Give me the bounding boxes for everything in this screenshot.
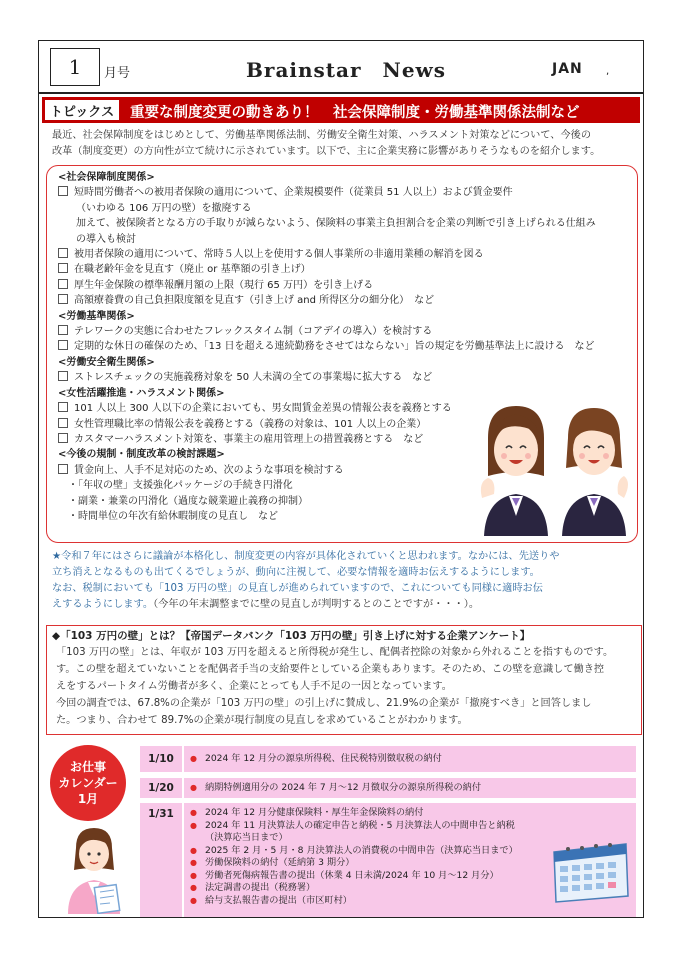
outlook-note [52, 549, 638, 613]
policy-item-text: ストレスチェックの実施義務対象を 50 人未満の全ての事業場に拡大する など [74, 372, 433, 384]
survey-line: 今回の調査では、67.8%の企業が「103 万円の壁」の引上げに賛成し、21.9%の企業が「撤廃すべき」と回答しまし [56, 698, 592, 709]
calendar-item: ● 労働保険料の納付（延納第 3 期分） [190, 857, 636, 870]
policy-item-text: 加えて、被保険者となる方の手取りが減らないよう、保険料の事業主負担割合を企業の判断で引き上げられる仕組み [76, 218, 596, 230]
policy-item-text: 高額療養費の自己負担限度額を見直す（引き上げ and 所得区分の細分化） など [74, 295, 435, 307]
policy-item-text: 厚生年金保険の標準報酬月額の上限（現行 65 万円）を引き上げる [74, 279, 374, 291]
policy-item [58, 293, 638, 308]
policy-item [58, 201, 638, 216]
policy-item [58, 232, 638, 247]
calendar-items [184, 778, 636, 798]
calendar-item: ● 2025 年 2 月・5 月・8 月決算法人の消費税の中間申告（決算応当日まで） [190, 845, 636, 858]
policy-item-text: の導入も検討 [76, 233, 136, 245]
checkbox-icon [58, 325, 68, 335]
calendar-item: ● 労働者死傷病報告書の提出（休業 4 日未満/2024 年 10 月～12 月分） [190, 870, 636, 883]
policy-item-text: 女性管理職比率の情報公表を義務とする（義務の対象は、101 人以上の企業） [74, 418, 427, 430]
note-line [52, 597, 638, 613]
section-heading: <労働基準関係> [58, 310, 135, 322]
calendar-item: ● 給与支払報告書の提出（市区町村） [190, 895, 636, 908]
survey-line: す。この壁を超えていないことを配偶者手当の支給要件としている企業もあります。そのため、この壁を意識して働き控 [56, 664, 605, 675]
intro-line: 最近、社会保障制度をはじめとして、労働基準関係法制、労働安全衛生対策、ハラスメント対策などについて、今後の [52, 130, 592, 141]
policy-item-text: 定期的な休日の確保のため、「13 日を超える連続勤務をさせてはならない」旨の規定を労働基準法上に設ける など [74, 341, 595, 353]
policy-item-text: カスタマーハラスメント対策を、事業主の雇用管理上の措置義務とする など [74, 433, 424, 445]
policy-item-text: ・副業・兼業の円滑化（過度な競業避止義務の抑制） [68, 495, 308, 507]
policy-item-text: 短時間労働者への被用者保険の適用について、企業規模要件（従業員 51 人以上）および賃金要件 [74, 187, 513, 199]
month-number-box [50, 48, 100, 86]
checkbox-icon [58, 464, 68, 474]
checkbox-icon [58, 433, 68, 443]
month-code: JAN [552, 61, 583, 77]
calendar-item: ● 2024 年 12 月分の源泉所得税、住民税特別徴収税の納付 [190, 753, 636, 766]
note-line-blue: えするようにします。 [52, 599, 154, 610]
policy-item [58, 262, 638, 277]
calendar-date: 1/20 [140, 778, 182, 798]
badge-line: カレンダー [58, 776, 118, 790]
policy-item [58, 339, 638, 354]
calendar-items [184, 746, 636, 772]
policy-item-text: （いわゆる 106 万円の壁）を撤廃する [76, 202, 252, 214]
calendar-item: ● 2024 年 12 月分健康保険料・厚生年金保険料の納付 [190, 807, 636, 820]
policy-item-text: 賃金向上、人手不足対応のため、次のような事項を検討する [74, 464, 344, 476]
topics-title: 重要な制度変更の動きあり！ 社会保障制度・労働基準関係法制など [130, 105, 580, 121]
month-suffix: 月号 [104, 66, 131, 81]
policy-item-text: 101 人以上 300 人以下の企業においても、男女間賃金差異の情報公表を義務とする [74, 403, 452, 415]
checkbox-icon [58, 371, 68, 381]
badge-line: お仕事 [69, 760, 106, 774]
calendar-item-continuation: （決算応当日まで） [205, 832, 288, 843]
women-illustration [476, 398, 636, 536]
section-heading: <社会保障制度関係> [58, 172, 155, 183]
checkbox-icon [58, 248, 68, 258]
intro-paragraph [52, 128, 636, 160]
checkbox-icon [58, 340, 68, 350]
note-line: 立ち消えとなるものも出てくるでしょうが、動向に注視して、必要な情報を適時お伝えするようにします。 [52, 567, 540, 578]
checkbox-icon [58, 418, 68, 428]
note-line: なお、税制においても「103 万円の壁」の見直しが進められていますので、これについても同様に適時お伝 [52, 583, 543, 594]
office-worker-illustration [58, 822, 130, 914]
header-divider [38, 92, 644, 94]
policy-item [58, 324, 638, 339]
intro-line: 改革（制度変更）の方向性が立て続けに示されています。以下で、主に企業実務に影響がありそうなものを紹介します。 [52, 146, 601, 157]
policy-item-text: 被用者保険の適用について、常時５人以上を使用する個人事業所の非適用業種の解消を図る [74, 249, 484, 261]
survey-body [56, 644, 638, 729]
calendar-item: ● 納期特例適用分の 2024 年 7 月～12 月徴収分の源泉所得税の納付 [190, 782, 636, 795]
desk-calendar-icon [548, 836, 632, 906]
calendar-date: 1/31 [140, 803, 182, 917]
checkbox-icon [58, 186, 68, 196]
policy-item [58, 278, 638, 293]
policy-item-text: ・時間単位の年次有給休暇制度の見直し など [68, 510, 278, 522]
checkbox-icon [58, 402, 68, 412]
badge-line: 1月 [77, 792, 99, 806]
newsletter-title: Brainstar News [246, 58, 447, 82]
woman-left-figure [481, 406, 548, 536]
survey-line: 「103 万円の壁」とは、年収が 103 万円を超えると所得税が発生し、配偶者控除の対象から外れることを指すものです。 [56, 647, 614, 658]
survey-line: た。つまり、合わせて 89.7%の企業が現行制度の見直しを求めていることがわかります。 [56, 715, 468, 726]
checkbox-icon [58, 294, 68, 304]
policy-item-text: 在職老齢年金を見直す（廃止 or 基準額の引き上げ） [74, 264, 311, 276]
section-heading: <今後の規制・制度改革の検討課題> [58, 449, 225, 461]
policy-item [58, 216, 638, 231]
policy-item [58, 185, 638, 200]
note-line: ★令和７年にはさらに議論が本格化し、制度変更の内容が具体化されていくと思われます。なかには、先送りや [52, 551, 560, 562]
checkbox-icon [58, 263, 68, 273]
month-number: 1 [68, 55, 82, 79]
section-heading: <労働安全衛生関係> [58, 356, 155, 368]
policy-item [58, 247, 638, 262]
work-calendar-badge [50, 745, 126, 821]
section-heading: <女性活躍推進・ハラスメント関係> [58, 387, 225, 399]
note-line-black: （今年の年末調整までに壁の見直しが判明するとのことですが・・・）。 [153, 599, 480, 610]
calendar-date: 1/10 [140, 746, 182, 772]
policy-item-text: ・「年収の壁」支援強化パッケージの手続き円滑化 [68, 480, 293, 492]
policy-item-text: テレワークの実態に合わせたフレックスタイム制（コアデイの導入）を検討する [74, 326, 433, 338]
calendar-item: ● 法定調書の提出（税務署） [190, 882, 636, 895]
policy-item [58, 370, 638, 385]
survey-line: えをするパートタイム労働者が多く、企業にとっても人手不足の一因となっています。 [56, 681, 452, 692]
topics-tag: トピックス [44, 99, 120, 121]
month-code-mark: , [606, 66, 610, 77]
calendar-item: ● 2024 年 11 月決算法人の確定申告と納税・5 月決算法人の中間申告と納税 [190, 820, 636, 833]
survey-title: ◆「103 万円の壁」とは？【帝国データバンク「103 万円の壁」引き上げに対する企業アンケート】 [52, 630, 531, 642]
checkbox-icon [58, 279, 68, 289]
woman-right-figure [562, 408, 628, 536]
